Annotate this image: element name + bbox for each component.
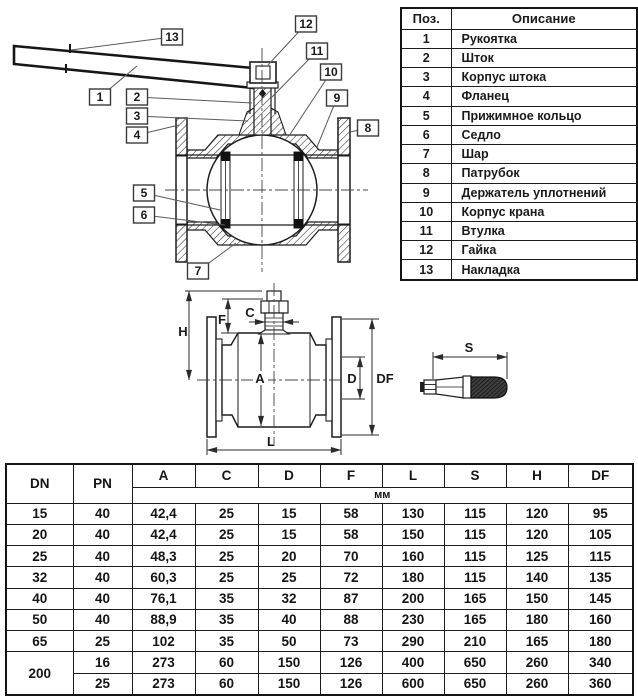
table-row [401,260,637,280]
cell: 145 [568,588,633,609]
cell: 20 [258,546,320,567]
table-row [401,125,637,144]
cell: 65 [6,631,73,652]
cell: 650 [444,652,506,673]
cell: 15 [258,524,320,545]
cell: 135 [568,567,633,588]
dim-label-s: S [464,340,474,355]
cell: Шток [451,48,637,67]
cell: 60 [195,652,258,673]
dim-label-c: C [245,305,255,320]
cell: 7 [401,145,451,164]
parts-table [400,7,638,281]
cell: 260 [506,673,568,695]
cell: 25 [195,567,258,588]
cell: Рукоятка [451,29,637,48]
dims-col-df-header: DF [568,464,633,487]
table-row [6,524,633,545]
cell: 260 [506,652,568,673]
handle-ferrule [463,376,471,398]
table-row [401,68,637,87]
dim-label-f: F [218,312,226,327]
cell: 400 [382,652,444,673]
table-row [401,241,637,260]
dims-col-a-header: A [132,464,195,487]
table-row [401,48,637,67]
cell: 165 [506,631,568,652]
dim-label-d: D [347,371,357,386]
cell: 360 [568,673,633,695]
cell: 9 [401,183,451,202]
cell: 5 [401,106,451,125]
table-row [6,609,633,630]
dim-label-a: A [255,371,265,386]
dims-col-d-header: D [258,464,320,487]
callout-11-label: 11 [310,44,324,58]
cell: 88 [320,609,382,630]
callout-12 [296,16,317,32]
callout-12-label: 12 [299,17,313,31]
callout-13 [162,29,183,45]
parts-header-row [401,8,637,29]
dim-label-df: DF [376,371,394,386]
callout-2-label: 2 [133,90,141,104]
cell: 60 [195,673,258,695]
cell: 15 [6,503,73,524]
cell: 1 [401,29,451,48]
cell: 87 [320,588,382,609]
dims-col-s-header: S [444,464,506,487]
cell: 40 [73,609,132,630]
callout-2 [127,89,148,105]
cell: 25 [195,503,258,524]
cell: 40 [73,503,132,524]
callout-9-label: 9 [333,91,341,105]
cell: 160 [382,546,444,567]
callout-10-label: 10 [324,65,338,79]
cell: 13 [401,260,451,280]
cell: 150 [258,652,320,673]
cell: 115 [444,524,506,545]
table-row [401,106,637,125]
callout-13-label: 13 [165,30,179,44]
dims-header-row [6,464,633,487]
dimensions-table [5,463,634,696]
callout-3-label: 3 [133,109,141,123]
table-row [6,652,633,673]
dim-label-l: L [267,434,275,449]
cell: Седло [451,125,637,144]
callout-10 [321,64,342,80]
cell: Прижимное кольцо [451,106,637,125]
table-row [401,202,637,221]
cell: 120 [506,503,568,524]
cell: 25 [73,673,132,695]
cell: 150 [382,524,444,545]
cell: 6 [401,125,451,144]
cell: 125 [506,546,568,567]
handle-clevis [424,380,436,394]
callout-8 [358,120,379,136]
parts-col-pos-header: Поз. [401,8,451,29]
dim-left-flange [207,317,216,437]
valve-dimension-view [178,283,393,455]
cell: 40 [73,546,132,567]
callout-1 [90,89,111,105]
cell: 35 [195,631,258,652]
cell: 290 [382,631,444,652]
cell: Фланец [451,87,637,106]
cell: 72 [320,567,382,588]
table-row [401,222,637,241]
table-row [6,588,633,609]
cell: 40 [73,567,132,588]
cell: 70 [320,546,382,567]
cell: 10 [401,202,451,221]
cell: 12 [401,241,451,260]
cell: 3 [401,68,451,87]
cell: 48,3 [132,546,195,567]
callout-5 [134,185,155,201]
callout-6-label: 6 [140,208,148,222]
cell: 273 [132,652,195,673]
cell: 50 [6,609,73,630]
cell: 650 [444,673,506,695]
cell: 20 [6,524,73,545]
cell: 32 [258,588,320,609]
handle-shaft [436,377,464,398]
valve-cross-section [14,16,379,279]
cell: 150 [506,588,568,609]
cell: Шар [451,145,637,164]
cell: 600 [382,673,444,695]
cell: 58 [320,503,382,524]
dim-right-flange [332,317,341,437]
cell: Держатель уплотнений [451,183,637,202]
cell: 11 [401,222,451,241]
callout-7 [188,263,209,279]
cell: 180 [382,567,444,588]
cell: 180 [506,609,568,630]
cell: 210 [444,631,506,652]
cell: 25 [195,524,258,545]
callout-6 [134,207,155,223]
cell: 2 [401,48,451,67]
cell: 115 [444,567,506,588]
cell: 4 [401,87,451,106]
table-row [401,29,637,48]
cell: 25 [6,546,73,567]
cell: 200 [382,588,444,609]
cell: 126 [320,673,382,695]
cell: Втулка [451,222,637,241]
table-row [6,673,633,695]
cell: 140 [506,567,568,588]
cell: 25 [258,567,320,588]
cell: 105 [568,524,633,545]
parts-col-desc-header: Описание [451,8,637,29]
cell: 8 [401,164,451,183]
table-row [401,145,637,164]
cell: 35 [195,588,258,609]
dims-unit-cell: мм [132,487,633,503]
cell: 115 [568,546,633,567]
cell: 102 [132,631,195,652]
dims-col-f-header: F [320,464,382,487]
cell: 42,4 [132,503,195,524]
cell: 16 [73,652,132,673]
callout-8-label: 8 [364,121,372,135]
table-row [6,503,633,524]
cell: 40 [258,609,320,630]
cell: 180 [568,631,633,652]
cell: 73 [320,631,382,652]
cell: 120 [506,524,568,545]
callout-11 [307,43,328,59]
callout-9 [327,90,348,106]
callout-4-label: 4 [133,128,141,142]
callout-3 [127,108,148,124]
table-row [401,164,637,183]
cell: Корпус крана [451,202,637,221]
table-row [401,183,637,202]
cell: 35 [195,609,258,630]
dims-col-pn-header: PN [73,464,132,503]
table-row [401,87,637,106]
callout-5-label: 5 [140,186,148,200]
dim-label-h: H [178,324,188,339]
cell: 160 [568,609,633,630]
cell: 76,1 [132,588,195,609]
cell: 126 [320,652,382,673]
cell: 88,9 [132,609,195,630]
cell: Накладка [451,260,637,280]
dims-col-l-header: L [382,464,444,487]
cell: 150 [258,673,320,695]
handle-side-view [420,340,507,398]
callout-4 [127,127,148,143]
table-row [6,631,633,652]
cell: 50 [258,631,320,652]
cell: 115 [444,546,506,567]
handle-lever [14,44,253,88]
cell: 32 [6,567,73,588]
dims-col-c-header: C [195,464,258,487]
cell: 60,3 [132,567,195,588]
cell: 95 [568,503,633,524]
dims-col-dn-header: DN [6,464,73,503]
cell: 340 [568,652,633,673]
cell: 58 [320,524,382,545]
table-row [6,567,633,588]
cell: 115 [444,503,506,524]
callout-1-label: 1 [96,90,104,104]
cell: 25 [195,546,258,567]
cell: 273 [132,673,195,695]
cell: 130 [382,503,444,524]
cell: 40 [73,524,132,545]
cell: Патрубок [451,164,637,183]
cell: Корпус штока [451,68,637,87]
cell-dn-200: 200 [6,652,73,695]
cell: 165 [444,609,506,630]
dims-col-h-header: H [506,464,568,487]
cell: Гайка [451,241,637,260]
callout-7-label: 7 [194,264,202,278]
cell: 165 [444,588,506,609]
cell: 15 [258,503,320,524]
cell: 40 [6,588,73,609]
cell: 42,4 [132,524,195,545]
cell: 230 [382,609,444,630]
cell: 40 [73,588,132,609]
cell: 25 [73,631,132,652]
table-row [6,546,633,567]
